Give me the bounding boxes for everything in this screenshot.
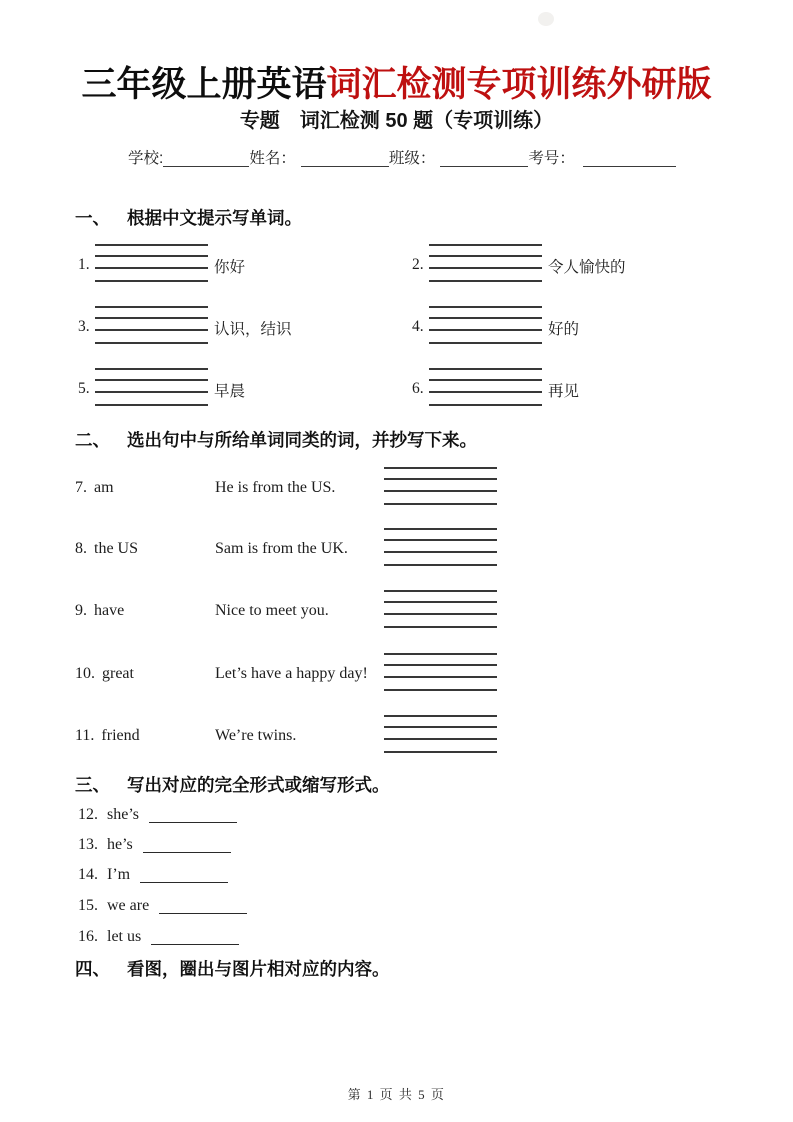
item-number: 8.: [75, 540, 87, 557]
classify-word: 9. have: [75, 602, 125, 619]
answer-writing-grid[interactable]: [95, 306, 208, 344]
section-title: 根据中文提示写单词。: [127, 208, 302, 228]
answer-writing-grid[interactable]: [384, 528, 497, 566]
classify-word: 10. great: [75, 665, 134, 682]
contraction-item-16: [78, 928, 239, 952]
section-title: 写出对应的完全形式或缩写形式。: [127, 775, 390, 795]
item-number: 11.: [75, 727, 95, 744]
class-field-label: 班级：: [388, 150, 436, 167]
title-topic-part: 词汇检测专项训练外研版: [326, 65, 712, 105]
item-number: 6.: [412, 380, 424, 397]
classify-item-9: [0, 589, 793, 631]
classify-sentence: Sam is from the UK.: [215, 540, 348, 557]
item-number: 16.: [78, 928, 98, 945]
page-footer: 第 1 页 共 5 页: [347, 1087, 446, 1102]
section-2-header: [75, 427, 477, 452]
classify-word: 11. friend: [75, 727, 140, 744]
page-title: [0, 63, 793, 107]
classify-sentence: He is from the US.: [215, 479, 336, 496]
answer-writing-grid[interactable]: [429, 368, 542, 406]
classify-item-7: [0, 466, 793, 508]
answer-blank-line[interactable]: [159, 898, 247, 914]
word-item-hint: 再见: [548, 383, 580, 400]
item-number: 3.: [78, 318, 90, 335]
contraction-item-15: [78, 897, 247, 921]
item-number: 9.: [75, 602, 87, 619]
answer-blank-line[interactable]: [143, 837, 231, 853]
answer-blank-line[interactable]: [149, 807, 237, 823]
word-item-hint: 好的: [548, 321, 580, 338]
item-number: 1.: [78, 256, 90, 273]
classify-word: 8. the US: [75, 540, 138, 557]
answer-writing-grid[interactable]: [429, 306, 542, 344]
item-number: 12.: [78, 806, 98, 823]
word-item-5: [78, 368, 408, 410]
word-item-hint: 你好: [214, 259, 246, 276]
contraction-word: we are: [107, 897, 150, 914]
word-item-hint: 认识，结识: [214, 321, 292, 338]
answer-writing-grid[interactable]: [95, 368, 208, 406]
answer-writing-grid[interactable]: [429, 244, 542, 282]
contraction-word: I’m: [107, 866, 131, 883]
section-number: 二、: [75, 430, 110, 450]
classify-sentence: Let’s have a happy day!: [215, 665, 368, 682]
word-item-3: [78, 306, 408, 348]
classify-item-11: [0, 714, 793, 756]
exam-no-field-blank[interactable]: [583, 151, 676, 167]
school-field-label: 学校:: [128, 150, 164, 167]
item-number: 10.: [75, 665, 95, 682]
word-item-1: [78, 244, 408, 286]
school-field-blank[interactable]: [163, 151, 249, 167]
answer-blank-line[interactable]: [140, 867, 228, 883]
word-item-hint: 令人愉快的: [548, 259, 626, 276]
contraction-word: he’s: [107, 836, 133, 853]
answer-writing-grid[interactable]: [95, 244, 208, 282]
section-3-header: [75, 772, 390, 797]
section-4-header: [75, 956, 390, 981]
item-number: 5.: [78, 380, 90, 397]
section-number: 一、: [75, 208, 110, 228]
section-1-header: [75, 205, 302, 230]
class-field-blank[interactable]: [440, 151, 528, 167]
contraction-item-14: [78, 866, 228, 890]
contraction-item-12: [78, 806, 237, 830]
name-field-label: 姓名：: [249, 150, 296, 167]
item-number: 13.: [78, 836, 98, 853]
section-title: 选出句中与所给单词同类的词，并抄写下来。: [127, 430, 477, 450]
word-item-hint: 早晨: [214, 383, 246, 400]
word-item-2: [412, 244, 742, 286]
answer-blank-line[interactable]: [151, 929, 239, 945]
section-title: 看图，圈出与图片相对应的内容。: [127, 959, 390, 979]
item-number: 4.: [412, 318, 424, 335]
name-field-blank[interactable]: [301, 151, 389, 167]
page-subtitle: 专题 词汇检测 50 题（专项训练）: [239, 110, 554, 132]
section-number: 四、: [75, 959, 110, 979]
contraction-item-13: [78, 836, 231, 860]
item-number: 7.: [75, 479, 87, 496]
classify-word: 7. am: [75, 479, 114, 496]
contraction-word: let us: [107, 928, 142, 945]
item-number: 14.: [78, 866, 98, 883]
classify-item-10: [0, 652, 793, 694]
classify-sentence: We’re twins.: [215, 727, 297, 744]
title-grade-part: 三年级上册英语: [81, 65, 327, 105]
answer-writing-grid[interactable]: [384, 715, 497, 753]
item-number: 2.: [412, 256, 424, 273]
answer-writing-grid[interactable]: [384, 467, 497, 505]
scan-artifact: [538, 12, 554, 26]
classify-item-8: [0, 527, 793, 569]
section-number: 三、: [75, 775, 110, 795]
exam-no-field-label: 考号：: [528, 150, 575, 167]
word-item-6: [412, 368, 742, 410]
classify-sentence: Nice to meet you.: [215, 602, 329, 619]
item-number: 15.: [78, 897, 98, 914]
answer-writing-grid[interactable]: [384, 590, 497, 628]
answer-writing-grid[interactable]: [384, 653, 497, 691]
contraction-word: she’s: [107, 806, 139, 823]
student-info-row: [128, 146, 676, 168]
word-item-4: [412, 306, 742, 348]
